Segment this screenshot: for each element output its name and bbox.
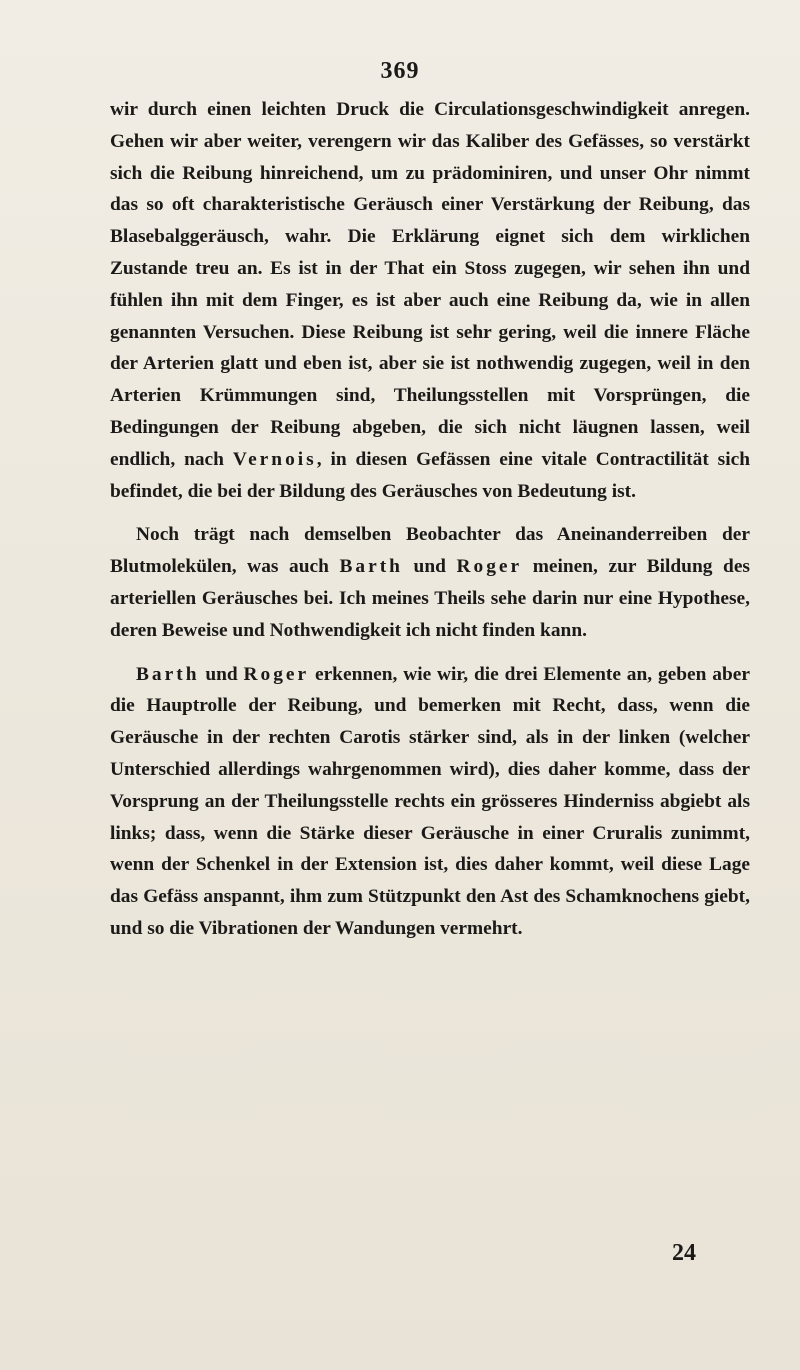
text-segment: Noch trägt nach demselben Beobachter das Aneinanderreiben der Blutmolekülen, was auch xyxy=(110,524,750,578)
paragraph-1 xyxy=(110,94,750,507)
page-number: 369 xyxy=(380,58,420,84)
body-text xyxy=(110,94,750,945)
author-name-vernois: Vernois xyxy=(232,448,317,470)
text-segment: und xyxy=(199,663,244,685)
paragraph-3 xyxy=(110,659,750,945)
author-name-barth: Barth xyxy=(136,663,200,685)
author-name-barth: Barth xyxy=(339,556,403,578)
text-segment: , in diesen Gefässen eine vitale Contractilität sich befindet, die bei der Bildung des Geräusches von Bedeutung ist. xyxy=(110,448,750,502)
signature-mark: 24 xyxy=(672,1240,696,1266)
paragraph-2 xyxy=(110,519,750,646)
text-segment: und xyxy=(402,556,457,578)
text-segment: wir durch einen leichten Druck die Circulationsgeschwindigkeit anregen. Gehen wir aber weiter, verengern wir das Kaliber des Gefässes, so verstärkt sich die Reibung hinreichend, um zu prädominiren, und unser Ohr nimmt das so oft charakteristische Geräusch einer Verstärkung der Reibung, das Blasebalggeräusch, wahr. Die Erklärung eignet sich dem wirklichen Zustande treu an. Es ist in der That ein Stoss zugegen, wir sehen ihn und fühlen ihn mit dem Finger, es ist aber auch eine Reibung da, wie in allen genannten Versuchen. Diese Reibung ist sehr gering, weil die innere Fläche der Arterien glatt und eben ist, aber sie ist nothwendig zugegen, weil in den Arterien Krümmungen sind, Theilungsstellen mit Vorsprüngen, die Bedingungen der Reibung abgeben, die sich nicht läugnen lassen, weil endlich, nach xyxy=(110,99,750,470)
author-name-roger: Roger xyxy=(243,663,310,685)
author-name-roger: Roger xyxy=(456,556,523,578)
text-segment: erkennen, wie wir, die drei Elemente an, geben aber die Hauptrolle der Reibung, und bemerken mit Recht, dass, wenn die Geräusche in der rechten Carotis stärker sind, als in der linken (welcher Unterschied allerdings wahrgenommen wird), dies daher komme, dass der Vorsprung an der Theilungsstelle rechts ein grösseres Hinderniss abgiebt als links; dass, wenn die Stärke dieser Geräusche in einer Cruralis zunimmt, wenn der Schenkel in der Extension ist, dies daher kommt, weil diese Lage das Gefäss anspannt, ihm zum Stützpunkt den Ast des Schamknochens giebt, und so die Vibrationen der Wandungen vermehrt. xyxy=(110,663,750,939)
text-segment: meinen, zur Bildung des arteriellen Geräusches bei. Ich meines Theils sehe darin nur eine Hypothese, deren Beweise und Nothwendigkeit ich nicht finden kann. xyxy=(110,556,750,641)
